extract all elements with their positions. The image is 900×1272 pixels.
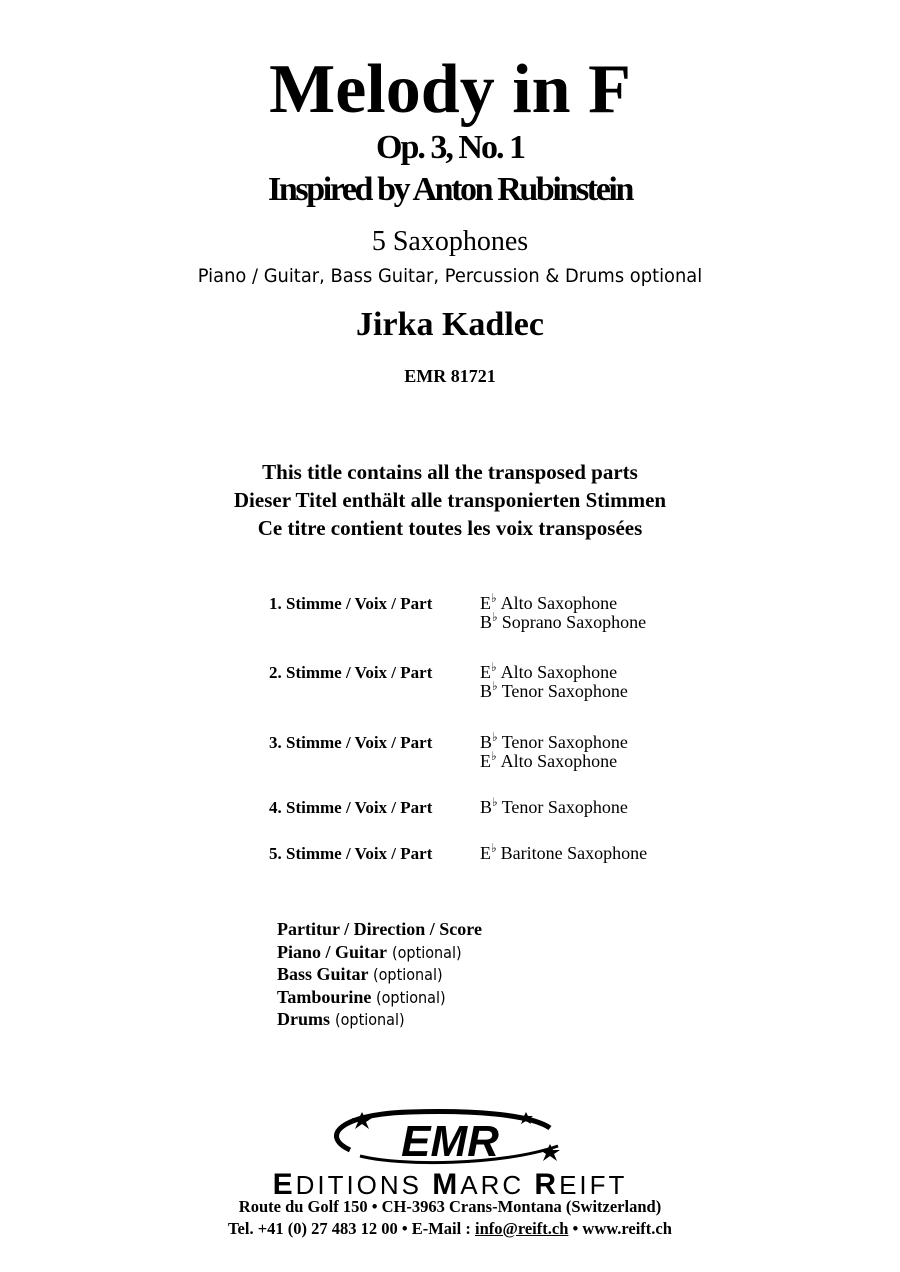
flat-sign: ♭	[492, 795, 498, 809]
instrument-line: B♭ Soprano Saxophone	[480, 609, 647, 632]
publisher-contact: Tel. +41 (0) 27 483 12 00 • E-Mail : info@reift.ch • www.reift.ch	[228, 1219, 672, 1238]
instrument-line: B♭ Tenor Saxophone	[480, 730, 628, 752]
flat-sign: ♭	[492, 609, 498, 624]
email-link[interactable]: info@reift.ch	[474, 1219, 569, 1238]
extra-score: Partitur / Direction / Score	[277, 919, 482, 939]
publisher-address: Route du Golf 150 • CH-3963 Crans-Montana (Switzerland)	[238, 1197, 662, 1216]
instrument-line: E♭ Alto Saxophone	[480, 591, 618, 613]
part-label: 5. Stimme / Voix / Part	[269, 844, 433, 863]
opus-number: Op. 3, No. 1	[376, 129, 524, 166]
instrument-line: E♭ Alto Saxophone	[480, 660, 618, 682]
instrument-line: E♭ Alto Saxophone	[480, 748, 618, 771]
additional-materials	[277, 918, 482, 1031]
inspired-by: Inspired by Anton Rubinstein	[268, 171, 632, 208]
extra-piano-guitar: Piano / Guitar (optional)	[277, 941, 462, 962]
publisher-name: EDITIONS MARC REIFT	[272, 1168, 628, 1201]
logo-text: EMR	[401, 1117, 499, 1166]
flat-sign: ♭	[491, 660, 497, 674]
instrument-line: B♭ Tenor Saxophone	[480, 795, 628, 817]
part-label: 2. Stimme / Voix / Part	[269, 663, 433, 682]
notice-german: Dieser Titel enthält alle transponierten Stimmen	[233, 488, 667, 512]
part-instruments	[480, 660, 628, 701]
extra-tambourine: Tambourine (optional)	[277, 986, 446, 1007]
part-instruments	[480, 730, 628, 771]
part-label: 1. Stimme / Voix / Part	[269, 594, 433, 613]
part-instruments	[480, 795, 628, 817]
extra-drums: Drums (optional)	[277, 1009, 405, 1029]
instrumentation: 5 Saxophones	[371, 226, 529, 257]
composer: Jirka Kadlec	[356, 306, 544, 343]
instrument-line: E♭ Baritone Saxophone	[480, 841, 648, 863]
optional-instruments: Piano / Guitar, Bass Guitar, Percussion & Drums optional	[197, 265, 703, 287]
emr-logo	[300, 1106, 600, 1170]
part-instruments	[480, 841, 648, 863]
part-label: 3. Stimme / Voix / Part	[269, 733, 433, 752]
part-label: 4. Stimme / Voix / Part	[269, 798, 433, 817]
part-instruments	[480, 591, 647, 632]
transposed-parts-notice	[0, 458, 900, 542]
page-title: Melody in F	[269, 51, 631, 128]
flat-sign: ♭	[491, 841, 497, 855]
flat-sign: ♭	[491, 748, 497, 763]
flat-sign: ♭	[492, 678, 498, 693]
notice-english: This title contains all the transposed parts	[262, 460, 638, 484]
flat-sign: ♭	[491, 591, 497, 605]
instrument-line: B♭ Tenor Saxophone	[480, 678, 628, 701]
catalog-number: EMR 81721	[404, 366, 496, 386]
flat-sign: ♭	[492, 730, 498, 744]
notice-french: Ce titre contient toutes les voix transposées	[257, 516, 643, 540]
extra-bass-guitar: Bass Guitar (optional)	[277, 964, 443, 984]
